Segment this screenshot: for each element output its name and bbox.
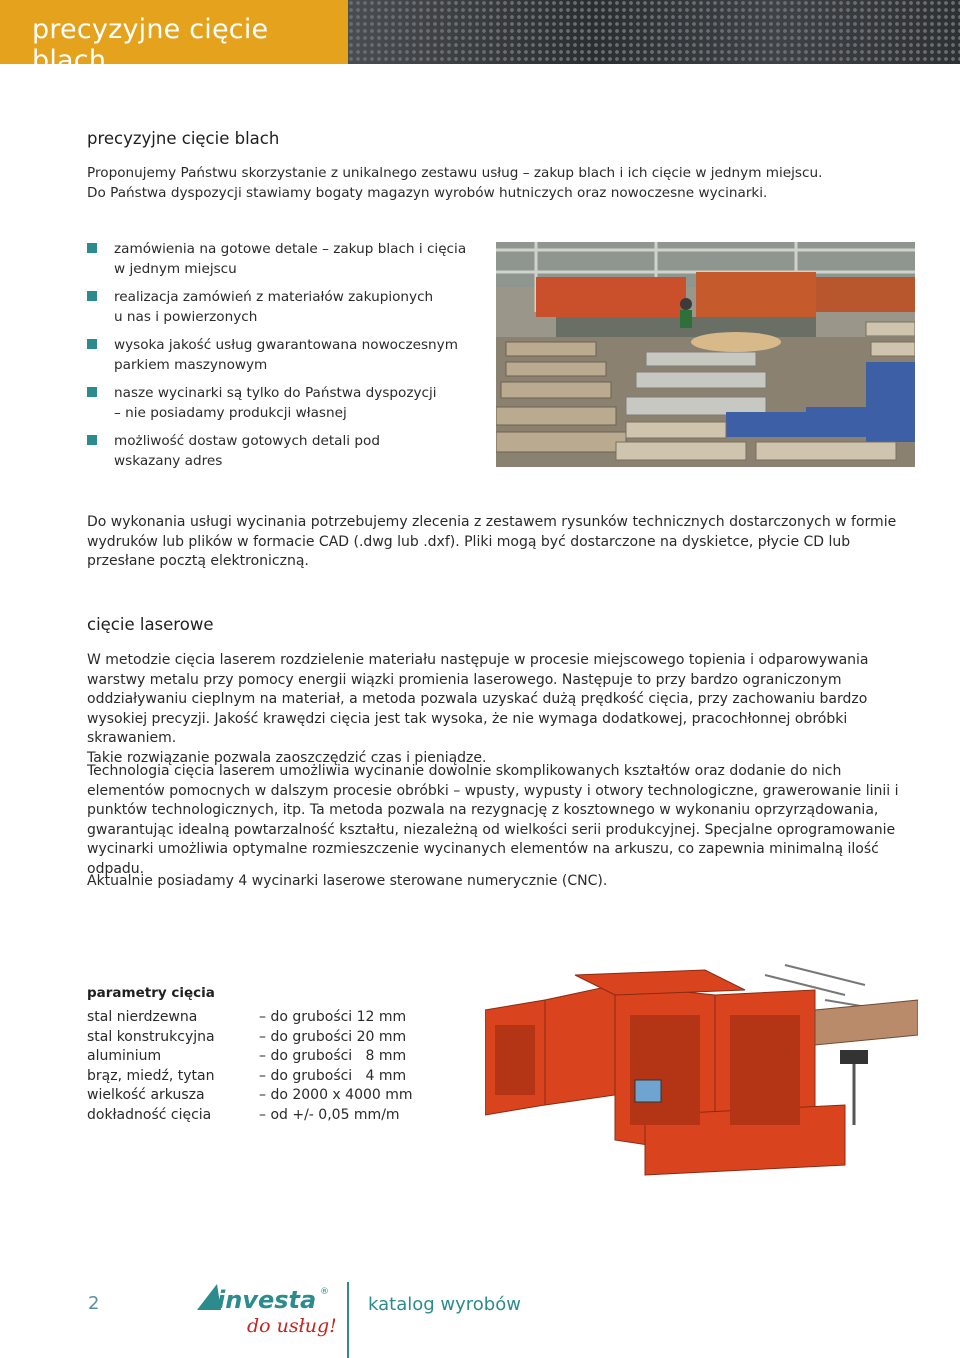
logo-wordmark: investa <box>217 1286 317 1314</box>
logo-tagline: do usług! <box>247 1315 335 1337</box>
list-item: zamówienia na gotowe detale – zakup blach i cięcia w jednym miejscu <box>87 240 487 279</box>
header-title-tab <box>0 0 348 76</box>
list-item: możliwość dostaw gotowych detali pod wskazany adres <box>87 432 487 471</box>
warehouse-photo <box>496 242 915 467</box>
bullet-square-icon <box>87 387 97 397</box>
params-row: dokładność cięcia – od +/- 0,05 mm/m <box>87 1106 400 1123</box>
section-heading-laser: cięcie laserowe <box>87 615 214 634</box>
params-row: brąz, miedź, tytan – do grubości 4 mm <box>87 1067 407 1084</box>
params-row: aluminium – do grubości 8 mm <box>87 1048 407 1064</box>
params-table <box>87 1008 413 1125</box>
registered-mark: ® <box>320 1287 329 1297</box>
params-row: stal nierdzewna – do grubości 12 mm <box>87 1009 407 1025</box>
bullet-square-icon <box>87 291 97 301</box>
params-row: wielkość arkusza – do 2000 x 4000 mm <box>87 1087 413 1103</box>
header-decorative-strip <box>348 0 960 64</box>
params-row: stal konstrukcyjna – do grubości 20 mm <box>87 1028 407 1045</box>
laser-paragraph-2: Technologia cięcia laserem umożliwia wycinanie dowolnie skomplikowanych kształtów oraz dodanie do nich elementów pomocnych w dalszym procesie obróbki – wpusty, wypusty i otwory technologiczne, grawerowanie linii i punktów technologicznych, itp. Ta metoda pozwala na rezygnację z kosztownego w wykonaniu oprzyrządowania, gwarantując idealną powtarzalność kształtu, niezależną od wielkości serii produkcyjnej. Specjalne oprogramowanie wycinarki umożliwia optymalne rozmieszczenie wycinanych elementów na arkuszu, co zapewnia minimalną ilość odpadu. <box>87 763 899 877</box>
bullet-square-icon <box>87 435 97 445</box>
section-heading-cutting: precyzyjne cięcie blach <box>87 129 280 148</box>
header-title: precyzyjne cięcie blach <box>32 14 269 76</box>
footer-divider <box>347 1282 349 1358</box>
laser-paragraph-3: Aktualnie posiadamy 4 wycinarki laserowe sterowane numerycznie (CNC). <box>87 873 608 889</box>
order-note-paragraph: Do wykonania usługi wycinania potrzebujemy zlecenia z zestawem rysunków technicznych dostarczonych w formie wydruków lub plików w formacie CAD (.dwg lub .dxf). Pliki mogą być dostarczone na dyskietce, płycie CD lub przesłane pocztą elektroniczną. <box>87 514 897 570</box>
investa-logo <box>195 1280 335 1340</box>
params-title: parametry cięcia <box>87 985 215 1001</box>
list-item: nasze wycinarki są tylko do Państwa dyspozycji – nie posiadamy produkcji własnej <box>87 384 487 423</box>
catalog-label: katalog wyrobów <box>368 1294 521 1315</box>
intro-paragraph: Proponujemy Państwu skorzystanie z unikalnego zestawu usług – zakup blach i ich cięcie w jednym miejscu. Do Państwa dyspozycji stawiamy bogaty magazyn wyrobów hutniczych oraz nowoczesne wycinarki. <box>87 165 823 201</box>
bullet-square-icon <box>87 339 97 349</box>
laser-machine-photo <box>485 955 918 1180</box>
list-item: realizacja zamówień z materiałów zakupionych u nas i powierzonych <box>87 288 487 327</box>
page-header <box>0 0 960 76</box>
page-number: 2 <box>88 1293 100 1314</box>
benefits-list <box>87 240 487 480</box>
bullet-square-icon <box>87 243 97 253</box>
laser-paragraph-1: W metodzie cięcia laserem rozdzielenie materiału następuje w procesie miejscowego topienia i odparowywania warstwy metalu przy pomocy energii wiązki promienia laserowego. Następuje to przy bardzo ograniczonym oddziaływaniu cieplnym na materiał, a metoda pozwala uzyskać dużą prędkość cięcia, przy zachowaniu bardzo wysokiej precyzji. Jakość krawędzi cięcia jest tak wysoka, że nie wymaga dodatkowej, pracochłonnej obróbki skrawaniem. Takie rozwiązanie pozwala zaoszczędzić czas i pieniądze. <box>87 652 869 766</box>
list-item: wysoka jakość usług gwarantowana nowoczesnym parkiem maszynowym <box>87 336 487 375</box>
